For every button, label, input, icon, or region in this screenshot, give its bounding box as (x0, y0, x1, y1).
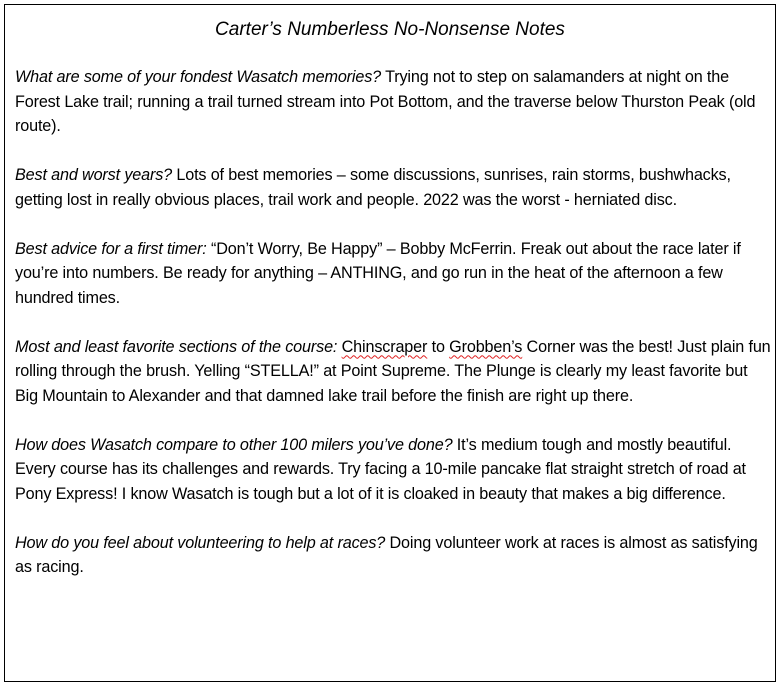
question: Best and worst years? (15, 166, 173, 184)
question: How do you feel about volunteering to help at races? (15, 533, 386, 552)
question: Most and least favorite sections of the course: (15, 337, 338, 356)
answer: Trying not to step on salamanders at night on the Forest Lake trail; running a trail turned stream into Pot Bottom, and the traverse below Thurston Peak (old route). (15, 68, 756, 135)
answer-mid: to (427, 337, 450, 356)
answer: Lots of best memories – some discussions, sunrises, rain storms, bushwhacks, getting lost in really obvious places, trail work and people. 2022 was the worst - herniated disc. (15, 166, 731, 209)
notes-box (4, 4, 776, 682)
question: What are some of your fondest Wasatch memories? (15, 68, 382, 86)
spellcheck-flagged-word[interactable]: Chinscraper (341, 337, 428, 356)
answer: “Don’t Worry, Be Happy” – Bobby McFerrin. Freak out about the race later if you’re into numbers. Be ready for anything – ANTHING, and go run in the heat of the afternoon a few hundred times. (15, 239, 741, 307)
spellcheck-flagged-word[interactable]: Grobben’s (449, 337, 523, 356)
answer: Doing volunteer work at races is almost as satisfying as racing. (15, 533, 758, 576)
answer: Corner was the best! Just plain fun rolling through the brush. Yelling “STELLA!” at Point Supreme. The Plunge is clearly my least favorite but Big Mountain to Alexander and that damned lake trail before the finish are right up there. (15, 337, 771, 405)
qa-paragraph (15, 237, 773, 311)
qa-paragraph (15, 433, 773, 507)
qa-paragraph (15, 335, 773, 409)
qa-paragraph (15, 531, 773, 580)
answer: It’s medium tough and mostly beautiful. Every course has its challenges and rewards. Try facing a 10-mile pancake flat straight stretch of road at Pony Express! I know Wasatch is tough but a lot of it is cloaked in beauty that makes a big difference. (15, 435, 746, 503)
question: Best advice for a first timer: (15, 239, 207, 258)
question: How does Wasatch compare to other 100 milers you’ve done? (15, 435, 453, 454)
document-title: Carter’s Numberless No-Nonsense Notes (215, 19, 565, 40)
qa-paragraph (15, 163, 773, 212)
qa-paragraph (15, 65, 773, 139)
notes-content (15, 65, 773, 604)
